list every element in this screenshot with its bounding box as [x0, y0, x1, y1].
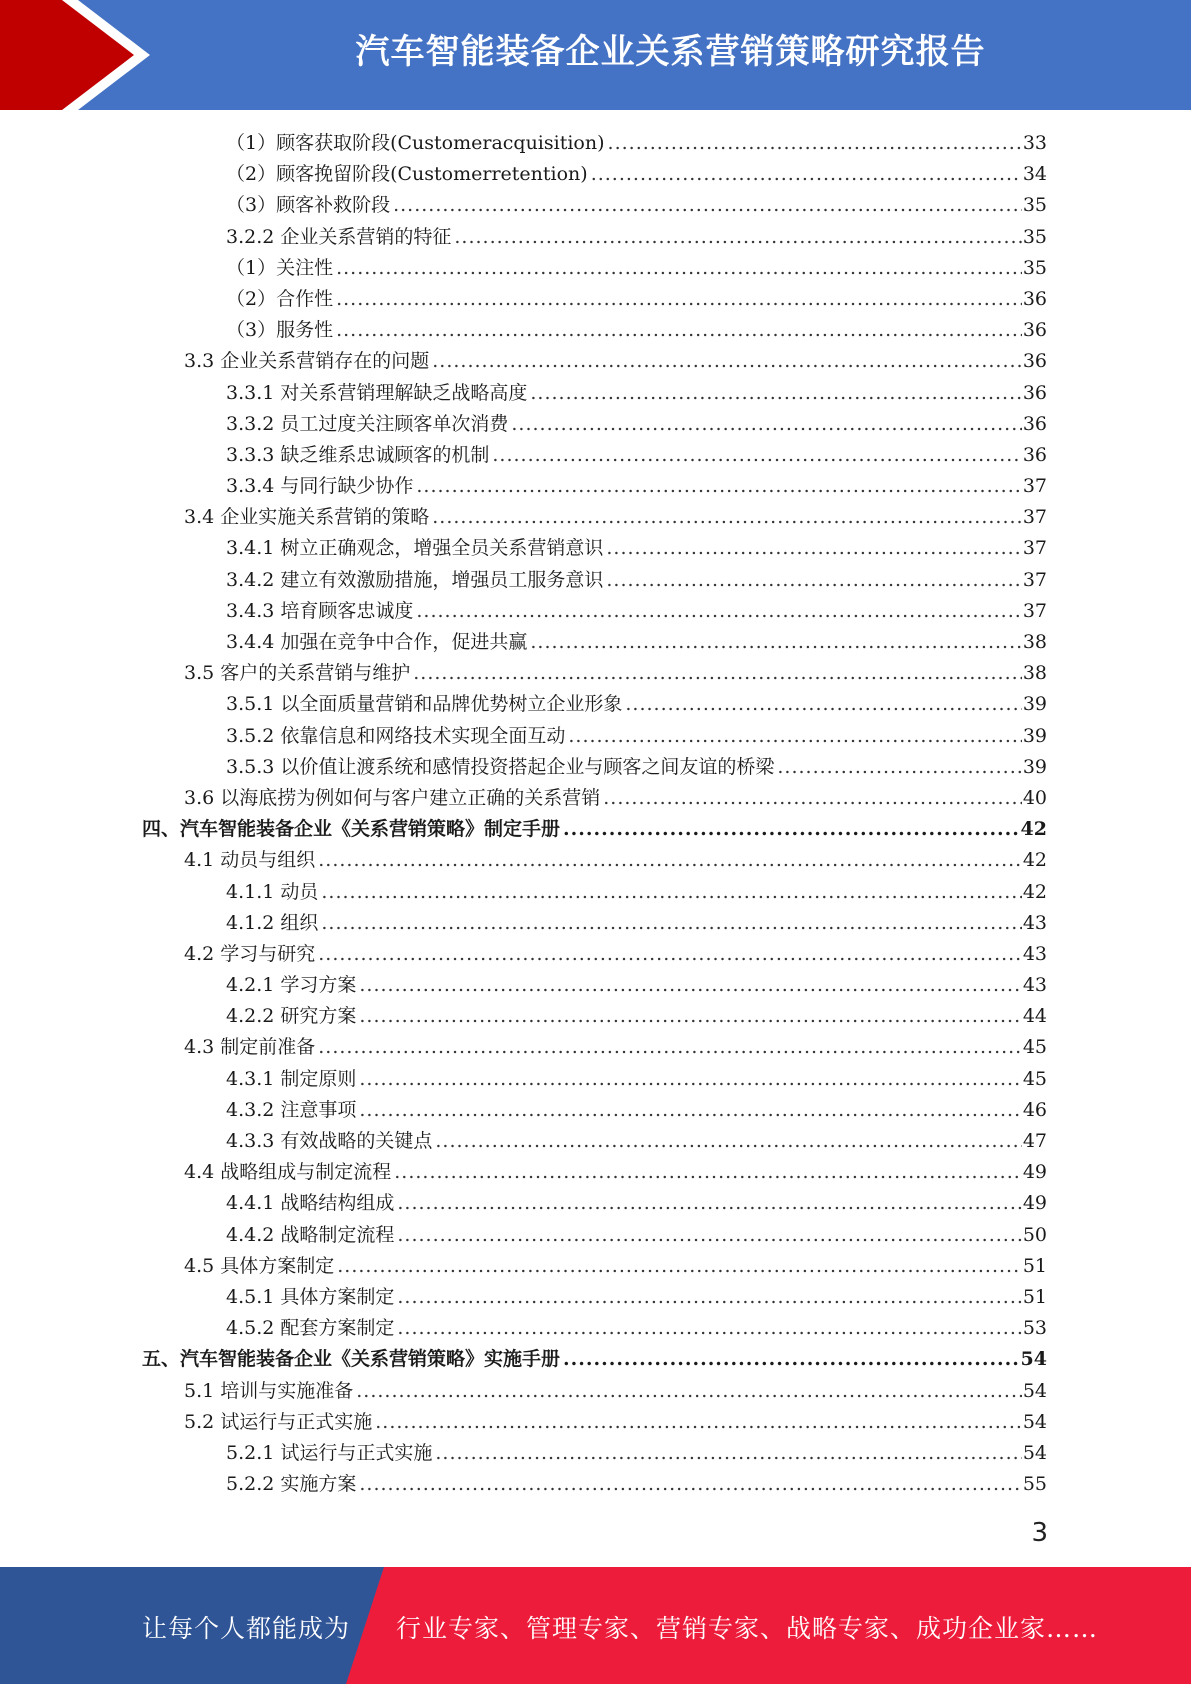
- toc-subsection-entry[interactable]: [226, 1095, 1047, 1126]
- toc-section-entry[interactable]: [184, 502, 1047, 533]
- toc-entry-title: 四、汽车智能装备企业《关系营销策略》制定手册: [142, 818, 561, 841]
- toc-entry-title: 4.2.2 研究方案: [226, 1005, 357, 1028]
- toc-entry-title: （2）顾客挽留阶段(Customerretention): [226, 163, 588, 186]
- toc-entry-title: 4.4.1 战略结构组成: [226, 1192, 395, 1215]
- toc-entry-title: 4.5.1 具体方案制定: [226, 1285, 395, 1308]
- toc-dot-leader: [393, 190, 1022, 221]
- toc-entry-title: 4.3.2 注意事项: [226, 1098, 357, 1121]
- toc-entry-page: 37: [1022, 506, 1047, 529]
- toc-entry-page: 42: [1022, 849, 1047, 872]
- toc-entry-title: 5.2.2 实施方案: [226, 1473, 357, 1496]
- toc-entry-page: 55: [1022, 1473, 1047, 1496]
- toc-section-entry[interactable]: [184, 1032, 1047, 1063]
- toc-dot-leader: [375, 1407, 1022, 1438]
- toc-entry-title: 5.2.1 试运行与正式实施: [226, 1441, 433, 1464]
- toc-entry-page: 36: [1022, 350, 1047, 373]
- toc-dot-leader: [530, 378, 1021, 409]
- toc-entry-title: 4.2 学习与研究: [184, 942, 316, 965]
- toc-dot-leader: [413, 658, 1022, 689]
- toc-entry-page: 37: [1022, 568, 1047, 591]
- toc-subsection-entry[interactable]: [226, 1126, 1047, 1157]
- toc-section-entry[interactable]: [184, 1407, 1047, 1438]
- toc-dot-leader: [454, 222, 1021, 253]
- toc-entry-title: 4.1.2 组织: [226, 911, 319, 934]
- footer-slogan: 让每个人都能成为: [142, 1614, 351, 1643]
- toc-dot-leader: [397, 1188, 1021, 1219]
- toc-entry-title: 3.3.1 对关系营销理解缺乏战略高度: [226, 381, 528, 404]
- chevron-arrow-icon: [0, 0, 160, 110]
- toc-dot-leader: [568, 721, 1021, 752]
- toc-entry-title: 3.4.2 建立有效激励措施，增强员工服务意识: [226, 568, 604, 591]
- toc-subsection-entry[interactable]: [226, 284, 1047, 315]
- toc-section-entry[interactable]: [184, 658, 1047, 689]
- toc-subsection-entry[interactable]: [226, 1064, 1047, 1095]
- toc-entry-page: 54: [1020, 1348, 1047, 1371]
- toc-entry-page: 43: [1022, 942, 1047, 965]
- toc-dot-leader: [416, 471, 1021, 502]
- toc-dot-leader: [432, 346, 1022, 377]
- toc-dot-leader: [359, 1095, 1021, 1126]
- toc-entry-page: 40: [1022, 786, 1047, 809]
- toc-subsection-entry[interactable]: [226, 596, 1047, 627]
- toc-dot-leader: [321, 877, 1021, 908]
- toc-subsection-entry[interactable]: [226, 1220, 1047, 1251]
- toc-dot-leader: [336, 315, 1022, 346]
- toc-entry-page: 36: [1022, 443, 1047, 466]
- toc-subsection-entry[interactable]: [226, 409, 1047, 440]
- toc-entry-title: 3.3.4 与同行缺少协作: [226, 475, 414, 498]
- toc-entry-title: 3.6 以海底捞为例如何与客户建立正确的关系营销: [184, 786, 601, 809]
- toc-entry-title: 4.5 具体方案制定: [184, 1254, 335, 1277]
- toc-subsection-entry[interactable]: [226, 128, 1047, 159]
- toc-entry-title: 3.5.2 依靠信息和网络技术实现全面互动: [226, 724, 566, 747]
- toc-entry-page: 39: [1022, 724, 1047, 747]
- toc-entry-page: 43: [1022, 974, 1047, 997]
- toc-chapter-entry[interactable]: [142, 814, 1047, 845]
- toc-dot-leader: [777, 752, 1021, 783]
- toc-entry-title: 4.3.1 制定原则: [226, 1067, 357, 1090]
- toc-entry-title: 3.3.2 员工过度关注顾客单次消费: [226, 412, 509, 435]
- toc-subsection-entry[interactable]: [226, 315, 1047, 346]
- toc-section-entry[interactable]: [184, 1251, 1047, 1282]
- toc-entry-page: 45: [1022, 1036, 1047, 1059]
- toc-subsection-entry[interactable]: [226, 190, 1047, 221]
- toc-entry-title: 4.1.1 动员: [226, 880, 319, 903]
- toc-subsection-entry[interactable]: [226, 471, 1047, 502]
- footer-band: [0, 1567, 1191, 1684]
- toc-entry-page: 39: [1022, 693, 1047, 716]
- toc-entry-title: 3.4.3 培育顾客忠诚度: [226, 599, 414, 622]
- toc-entry-page: 35: [1022, 225, 1047, 248]
- toc-dot-leader: [511, 409, 1021, 440]
- toc-dot-leader: [492, 440, 1021, 471]
- toc-entry-page: 47: [1022, 1130, 1047, 1152]
- toc-entry-page: 45: [1022, 1067, 1047, 1090]
- toc-entry-title: 5.2 试运行与正式实施: [184, 1410, 373, 1433]
- toc-subsection-entry[interactable]: [226, 159, 1047, 190]
- toc-subsection-entry[interactable]: [226, 1313, 1047, 1344]
- toc-dot-leader: [359, 970, 1021, 1001]
- toc-dot-leader: [397, 1220, 1021, 1251]
- toc-entry-title: 3.5.3 以价值让渡系统和感情投资搭起企业与顾客之间友谊的桥梁: [226, 755, 775, 778]
- toc-entry-page: 54: [1022, 1379, 1047, 1402]
- toc-entry-page: 36: [1022, 287, 1047, 310]
- toc-subsection-entry[interactable]: [226, 1188, 1047, 1219]
- toc-entry-page: 37: [1022, 475, 1047, 498]
- toc-entry-title: 3.5.1 以全面质量营销和品牌优势树立企业形象: [226, 693, 623, 716]
- toc-dot-leader: [606, 565, 1021, 596]
- toc-dot-leader: [603, 783, 1022, 814]
- toc-subsection-entry[interactable]: [226, 1282, 1047, 1313]
- toc-subsection-entry[interactable]: [226, 533, 1047, 564]
- toc-entry-title: 4.2.1 学习方案: [226, 974, 357, 997]
- toc-subsection-entry[interactable]: [226, 908, 1047, 939]
- toc-section-entry[interactable]: [184, 783, 1047, 814]
- toc-entry-title: 3.2.2 企业关系营销的特征: [226, 225, 452, 248]
- toc-dot-leader: [359, 1001, 1021, 1032]
- toc-dot-leader: [336, 284, 1022, 315]
- toc-entry-title: 4.1 动员与组织: [184, 849, 316, 872]
- toc-entry-page: 36: [1022, 412, 1047, 435]
- toc-subsection-entry[interactable]: [226, 378, 1047, 409]
- toc-entry-page: 53: [1022, 1317, 1047, 1340]
- toc-dot-leader: [394, 1157, 1022, 1188]
- toc-dot-leader: [608, 128, 1022, 159]
- toc-subsection-entry[interactable]: [226, 565, 1047, 596]
- toc-entry-page: 43: [1022, 911, 1047, 934]
- toc-entry-title: （3）服务性: [226, 319, 334, 342]
- toc-entry-page: 38: [1022, 631, 1047, 653]
- toc-entry-title: 4.4.2 战略制定流程: [226, 1223, 395, 1246]
- toc-dot-leader: [432, 502, 1022, 533]
- toc-entry-page: 33: [1022, 132, 1047, 154]
- toc-entry-page: 42: [1022, 880, 1047, 903]
- header-band: [0, 0, 1191, 110]
- toc-entry-page: 42: [1020, 818, 1047, 841]
- toc-dot-leader: [318, 939, 1022, 970]
- toc-dot-leader: [359, 1064, 1021, 1095]
- toc-entry-page: 51: [1022, 1285, 1047, 1308]
- toc-entry-title: 五、汽车智能装备企业《关系营销策略》实施手册: [142, 1348, 561, 1371]
- toc-entry-page: 38: [1022, 662, 1047, 685]
- toc-section-entry[interactable]: [184, 346, 1047, 377]
- toc-section-entry[interactable]: [184, 845, 1047, 876]
- toc-dot-leader: [606, 533, 1021, 564]
- toc-dot-leader: [435, 1126, 1021, 1157]
- toc-subsection-entry[interactable]: [226, 689, 1047, 720]
- toc-subsection-entry[interactable]: [226, 721, 1047, 752]
- toc-entry-title: （1）关注性: [226, 256, 334, 279]
- toc-entry-page: 49: [1022, 1161, 1047, 1184]
- toc-subsection-entry[interactable]: [226, 970, 1047, 1001]
- toc-entry-page: 44: [1022, 1005, 1047, 1028]
- toc-entry-title: （2）合作性: [226, 287, 334, 310]
- toc-entry-page: 35: [1022, 256, 1047, 279]
- page-number: 3: [1031, 1518, 1048, 1548]
- toc-dot-leader: [397, 1313, 1021, 1344]
- toc-entry-title: 4.3.3 有效战略的关键点: [226, 1130, 433, 1152]
- toc-entry-page: 49: [1022, 1192, 1047, 1215]
- toc-dot-leader: [563, 814, 1020, 845]
- toc-entry-page: 50: [1022, 1223, 1047, 1246]
- footer-roles: 行业专家、管理专家、营销专家、战略专家、成功企业家……: [396, 1614, 1099, 1643]
- toc-entry-page: 39: [1022, 755, 1047, 778]
- toc-subsection-entry[interactable]: [226, 627, 1047, 658]
- toc-subsection-entry[interactable]: [226, 222, 1047, 253]
- toc-entry-title: 3.4.1 树立正确观念，增强全员关系营销意识: [226, 537, 604, 560]
- toc-dot-leader: [337, 1251, 1022, 1282]
- toc-dot-leader: [336, 253, 1022, 284]
- toc-dot-leader: [397, 1282, 1021, 1313]
- toc-dot-leader: [359, 1469, 1021, 1500]
- toc-entry-title: 3.3 企业关系营销存在的问题: [184, 350, 430, 373]
- toc-dot-leader: [625, 689, 1021, 720]
- table-of-contents: [0, 128, 1191, 1500]
- toc-entry-title: 3.4.4 加强在竞争中合作，促进共赢: [226, 631, 528, 653]
- toc-entry-page: 54: [1022, 1441, 1047, 1464]
- toc-subsection-entry[interactable]: [226, 1001, 1047, 1032]
- toc-section-entry[interactable]: [184, 939, 1047, 970]
- toc-entry-title: 4.4 战略组成与制定流程: [184, 1161, 392, 1184]
- toc-dot-leader: [321, 908, 1021, 939]
- toc-entry-title: 4.5.2 配套方案制定: [226, 1317, 395, 1340]
- toc-entry-page: 54: [1022, 1410, 1047, 1433]
- toc-entry-title: 3.5 客户的关系营销与维护: [184, 662, 411, 685]
- toc-dot-leader: [530, 627, 1021, 658]
- toc-entry-title: 3.4 企业实施关系营销的策略: [184, 506, 430, 529]
- toc-entry-page: 36: [1022, 319, 1047, 342]
- toc-dot-leader: [591, 159, 1022, 190]
- toc-subsection-entry[interactable]: [226, 1469, 1047, 1500]
- toc-dot-leader: [356, 1376, 1022, 1407]
- toc-entry-page: 37: [1022, 537, 1047, 560]
- toc-entry-page: 37: [1022, 599, 1047, 622]
- toc-dot-leader: [563, 1344, 1020, 1375]
- toc-chapter-entry[interactable]: [142, 1344, 1047, 1375]
- toc-dot-leader: [416, 596, 1021, 627]
- toc-subsection-entry[interactable]: [226, 752, 1047, 783]
- toc-entry-page: 51: [1022, 1254, 1047, 1277]
- toc-entry-page: 34: [1022, 163, 1047, 186]
- toc-dot-leader: [435, 1438, 1021, 1469]
- toc-entry-title: 5.1 培训与实施准备: [184, 1379, 354, 1402]
- toc-section-entry[interactable]: [184, 1376, 1047, 1407]
- toc-dot-leader: [318, 1032, 1022, 1063]
- toc-entry-page: 35: [1022, 194, 1047, 217]
- toc-entry-title: （3）顾客补救阶段: [226, 194, 391, 217]
- toc-entry-page: 46: [1022, 1098, 1047, 1121]
- toc-entry-title: （1）顾客获取阶段(Customeracquisition): [226, 132, 605, 154]
- document-title: 汽车智能装备企业关系营销策略研究报告: [355, 32, 986, 72]
- toc-subsection-entry[interactable]: [226, 1438, 1047, 1469]
- toc-subsection-entry[interactable]: [226, 440, 1047, 471]
- toc-subsection-entry[interactable]: [226, 253, 1047, 284]
- toc-section-entry[interactable]: [184, 1157, 1047, 1188]
- toc-entry-page: 36: [1022, 381, 1047, 404]
- toc-subsection-entry[interactable]: [226, 877, 1047, 908]
- toc-entry-title: 4.3 制定前准备: [184, 1036, 316, 1059]
- toc-dot-leader: [318, 845, 1022, 876]
- toc-entry-title: 3.3.3 缺乏维系忠诚顾客的机制: [226, 443, 490, 466]
